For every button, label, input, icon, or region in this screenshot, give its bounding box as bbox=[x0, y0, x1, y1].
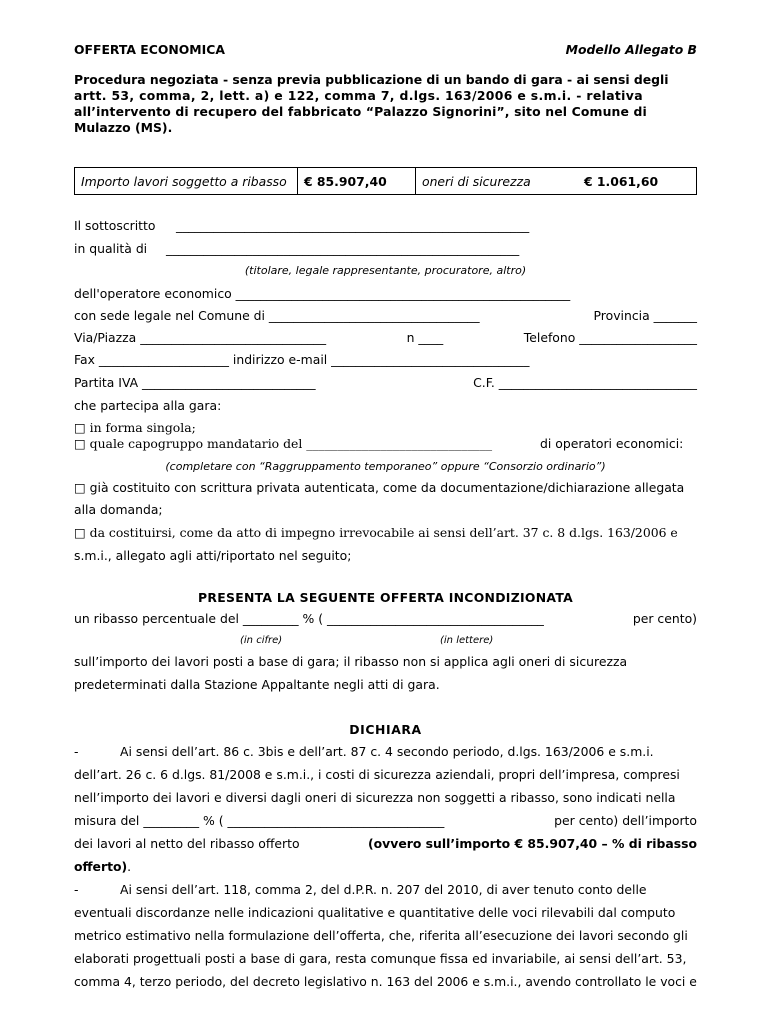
value-oneri: € 1.061,60 bbox=[578, 168, 697, 195]
costituito-line-2: alla domanda; bbox=[74, 502, 163, 517]
offerta-title: PRESENTA LA SEGUENTE OFFERTA INCONDIZIONATA bbox=[198, 590, 573, 605]
model-label: Modello Allegato B bbox=[565, 42, 697, 57]
p1-line-5: dei lavori al netto del ribasso offerto (ovvero sull’importo € 85.907,40 – % di ribasso bbox=[74, 836, 697, 851]
capogruppo-row bbox=[74, 436, 697, 452]
qualita-hint: (titolare, legale rappresentante, procuratore, altro) bbox=[244, 264, 527, 277]
piva-field[interactable]: Partita IVA ____________________________ bbox=[74, 375, 316, 390]
p2-line-2: eventuali discordanze nelle indicazioni qualitative e quantitative delle voci rilevabili dal computo bbox=[74, 905, 676, 920]
p1-dash: - bbox=[74, 744, 79, 759]
ribasso-field[interactable]: un ribasso percentuale del _________ % ( ___________________________________ bbox=[74, 611, 544, 626]
intro-line-3: all’intervento di recupero del fabbricato “Palazzo Signorini”, sito nel Comune di bbox=[74, 104, 647, 119]
dichiara-title: DICHIARA bbox=[349, 722, 422, 737]
p2-dash: - bbox=[74, 882, 79, 897]
p1-line-3: nell’importo dei lavori e diversi dagli oneri di sicurezza non soggetti a ribasso, sono indicati nella bbox=[74, 790, 676, 805]
p1-line-1: - Ai sensi dell’art. 86 c. 3bis e dell’art. 87 c. 4 secondo periodo, d.lgs. 163/2006 e s.m.i. bbox=[74, 744, 654, 759]
operatori-label: di operatori economici: bbox=[540, 436, 684, 451]
capogruppo-option[interactable]: □ quale capogruppo mandatario del ______________________________ bbox=[74, 436, 493, 451]
costituirsi-line-2: s.m.i., allegato agli atti/riportato nel seguito; bbox=[74, 548, 352, 563]
offerta-nota-2: predeterminati dalla Stazione Appaltante negli atti di gara. bbox=[74, 677, 440, 692]
qualita-label: in qualità di bbox=[74, 241, 148, 256]
cf-field[interactable]: C.F. ________________________________ bbox=[473, 375, 697, 390]
sede-row bbox=[74, 308, 697, 324]
p2-line-1: - Ai sensi dell’art. 118, comma 2, del d.P.R. n. 207 del 2010, di aver tenuto conto delle bbox=[74, 882, 647, 897]
label-lavori: Importo lavori soggetto a ribasso bbox=[75, 168, 298, 195]
label-oneri: oneri di sicurezza bbox=[416, 168, 579, 195]
forma-singola-option[interactable]: □ in forma singola; bbox=[74, 420, 196, 435]
numero-field[interactable]: n ____ bbox=[406, 330, 444, 345]
sottoscritto-row bbox=[74, 218, 697, 234]
p1-line-6: offerto). bbox=[74, 859, 132, 874]
p2-line-3: metrico estimativo nella formulazione dell’offerta, che, riferita all’esecuzione dei lavori secondo gli bbox=[74, 928, 688, 943]
sottoscritto-field[interactable]: _________________________________________________________ bbox=[176, 218, 530, 233]
ribasso-row bbox=[74, 611, 697, 627]
operatore-field[interactable]: dell'operatore economico ______________________________________________________ bbox=[74, 286, 571, 301]
costituirsi-option[interactable]: □ da costituirsi, come da atto di impegno irrevocabile ai sensi dell’art. 37 c. 8 d.lgs. 163/2006 e bbox=[74, 525, 678, 540]
hint-lettere: (in lettere) bbox=[440, 635, 494, 646]
amounts-table bbox=[74, 167, 697, 195]
provincia-field[interactable]: Provincia _______ bbox=[593, 308, 697, 323]
via-row bbox=[74, 330, 697, 346]
intro-line-1: Procedura negoziata - senza previa pubblicazione di un bando di gara - ai sensi degli bbox=[74, 72, 669, 87]
telefono-field[interactable]: Telefono ___________________ bbox=[523, 330, 697, 345]
p1-line-2: dell’art. 26 c. 6 d.lgs. 81/2008 e s.m.i., i costi di sicurezza aziendali, propri dell’impresa, compresi bbox=[74, 767, 680, 782]
partecipa-label: che partecipa alla gara: bbox=[74, 398, 222, 413]
qualita-field[interactable]: _________________________________________________________ bbox=[166, 241, 520, 256]
qualita-row bbox=[74, 241, 697, 257]
piva-row bbox=[74, 375, 697, 391]
value-lavori: € 85.907,40 bbox=[298, 168, 416, 195]
costituito-option[interactable]: □ già costituito con scrittura privata autenticata, come da documentazione/dichiarazione allegata bbox=[74, 480, 685, 495]
p2-line-4: elaborati progettuali posti a base di gara, resta comunque fissa ed invariabile, ai sensi dell’art. 53, bbox=[74, 951, 687, 966]
document-title: OFFERTA ECONOMICA bbox=[74, 42, 225, 57]
intro-line-4: Mulazzo (MS). bbox=[74, 120, 173, 135]
p1-line-4: misura del _________ % ( ___________________________________ per cento) dell’importo bbox=[74, 813, 697, 828]
per-cento-label: per cento) bbox=[632, 611, 697, 626]
intro-line-2: artt. 53, comma, 2, lett. a) e 122, comma 7, d.lgs. 163/2006 e s.m.i. - relativa bbox=[74, 88, 643, 103]
sede-comune-field[interactable]: con sede legale nel Comune di __________________________________ bbox=[74, 308, 480, 323]
fax-email-field[interactable]: Fax _____________________ indirizzo e-mail ________________________________ bbox=[74, 352, 530, 367]
costi-sicurezza-field[interactable]: misura del _________ % ( ___________________________________ bbox=[74, 813, 445, 828]
sottoscritto-label: Il sottoscritto bbox=[74, 218, 156, 233]
offerta-nota-1: sull’importo dei lavori posti a base di gara; il ribasso non si applica agli oneri di sicurezza bbox=[74, 654, 628, 669]
completare-hint: (completare con “Raggruppamento temporaneo” oppure “Consorzio ordinario”) bbox=[165, 460, 606, 473]
via-field[interactable]: Via/Piazza ______________________________ bbox=[74, 330, 327, 345]
p2-line-5: comma 4, terzo periodo, del decreto legislativo n. 163 del 2006 e s.m.i., avendo controllato le voci e bbox=[74, 974, 697, 989]
hint-cifre: (in cifre) bbox=[240, 635, 283, 646]
